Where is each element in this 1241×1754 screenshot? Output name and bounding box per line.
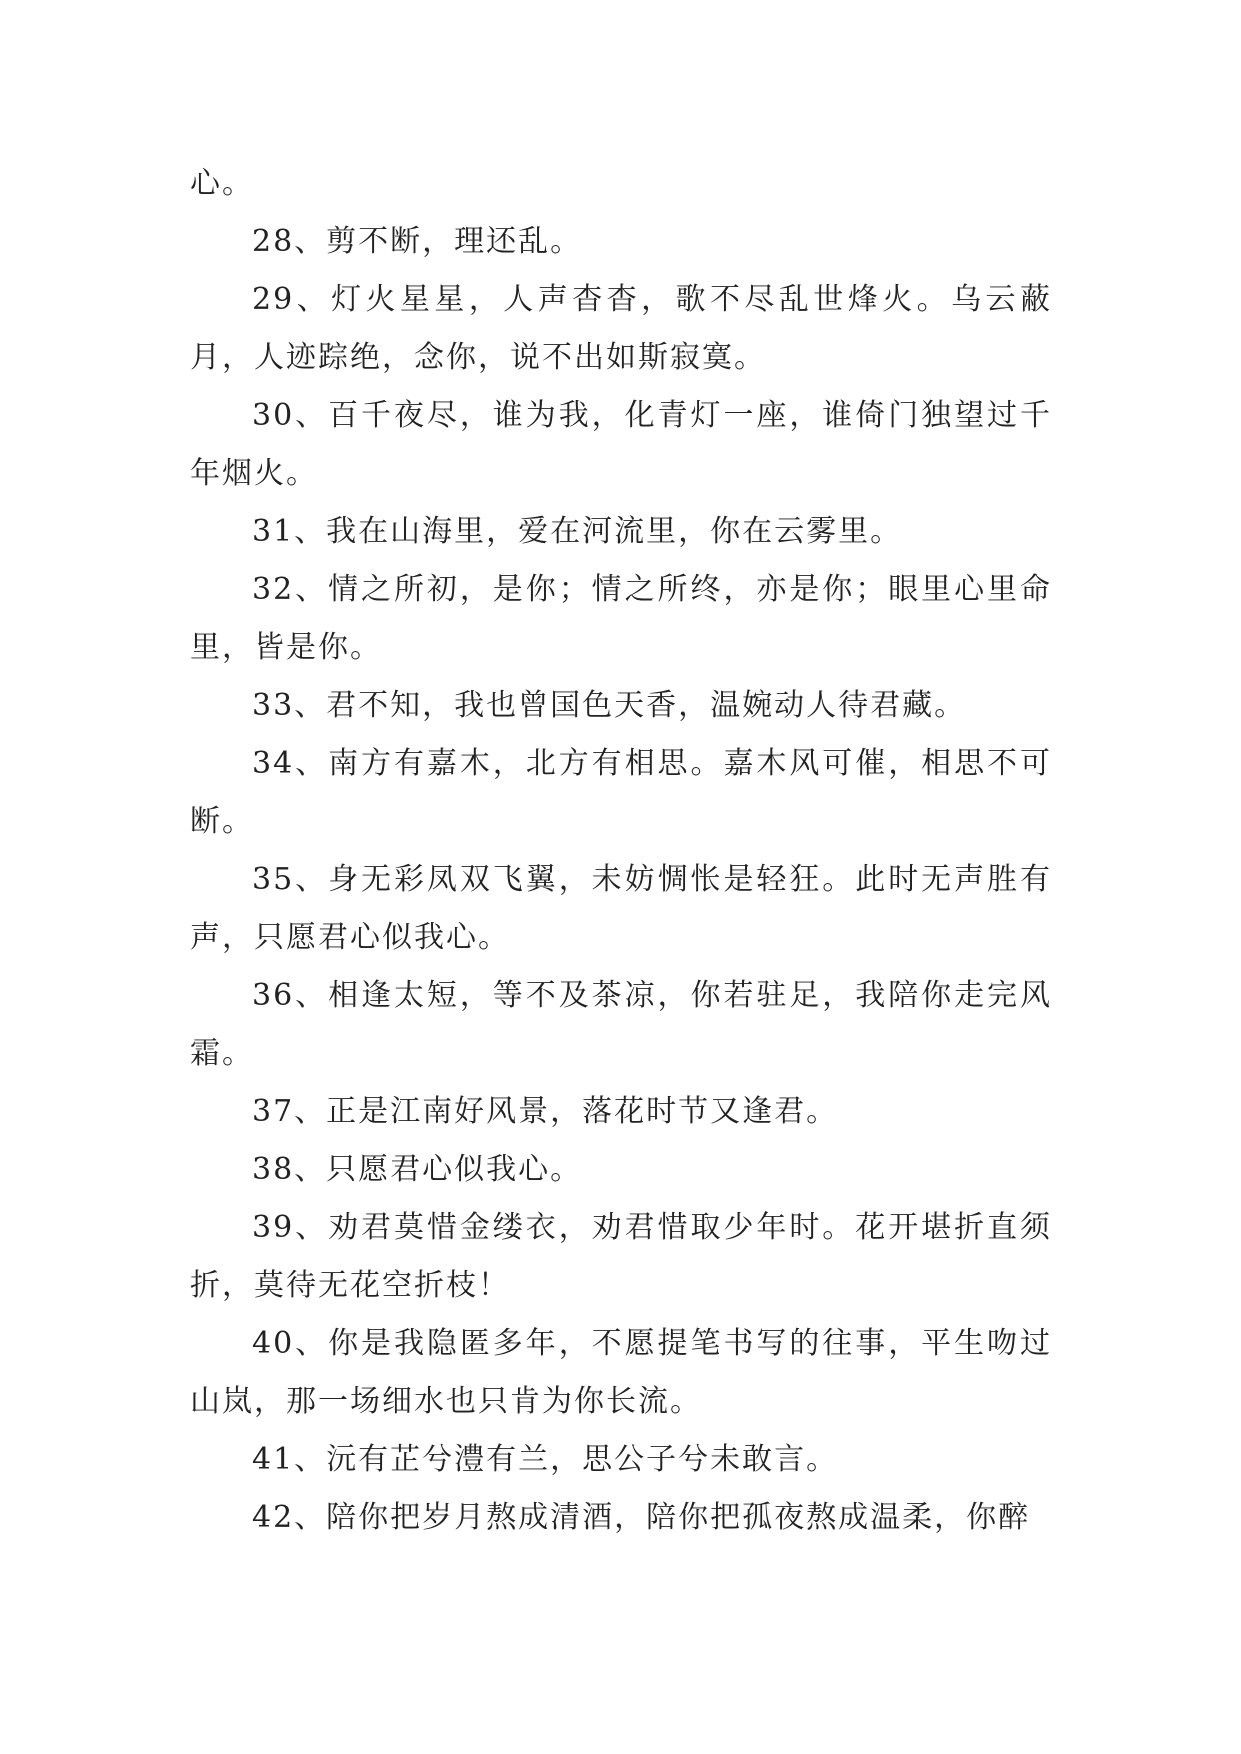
paragraph-36: 36、相逢太短，等不及茶凉，你若驻足，我陪你走完风霜。 — [190, 978, 1052, 1071]
paragraph-continuation: 心。 — [190, 166, 254, 201]
paragraph-39: 39、劝君莫惜金缕衣，劝君惜取少年时。花开堪折直须折，莫待无花空折枝！ — [190, 1210, 1052, 1303]
paragraph-40: 40、你是我隐匿多年，不愿提笔书写的往事，平生吻过山岚，那一场细水也只肯为你长流。 — [190, 1326, 1052, 1419]
document-body — [190, 155, 1052, 1547]
paragraph-28: 28、剪不断，理还乱。 — [252, 224, 583, 259]
paragraph-32: 32、情之所初，是你；情之所终，亦是你；眼里心里命里，皆是你。 — [190, 572, 1052, 665]
paragraph-31: 31、我在山海里，爱在河流里，你在云雾里。 — [252, 514, 903, 549]
paragraph-34: 34、南方有嘉木，北方有相思。嘉木风可催，相思不可断。 — [190, 746, 1052, 839]
paragraph-33: 33、君不知，我也曾国色天香，温婉动人待君藏。 — [252, 688, 967, 723]
paragraph-42: 42、陪你把岁月熬成清酒，陪你把孤夜熬成温柔，你醉 — [252, 1500, 1031, 1535]
paragraph-37: 37、正是江南好风景，落花时节又逢君。 — [252, 1094, 839, 1129]
paragraph-35: 35、身无彩凤双飞翼，未妨惆怅是轻狂。此时无声胜有声，只愿君心似我心。 — [190, 862, 1052, 955]
paragraph-38: 38、只愿君心似我心。 — [252, 1152, 583, 1187]
paragraph-29: 29、灯火星星，人声杳杳，歌不尽乱世烽火。乌云蔽月，人迹踪绝，念你，说不出如斯寂寞。 — [190, 282, 1052, 375]
paragraph-41: 41、沅有芷兮澧有兰，思公子兮未敢言。 — [252, 1442, 839, 1477]
paragraph-30: 30、百千夜尽，谁为我，化青灯一座，谁倚门独望过千年烟火。 — [190, 398, 1052, 491]
